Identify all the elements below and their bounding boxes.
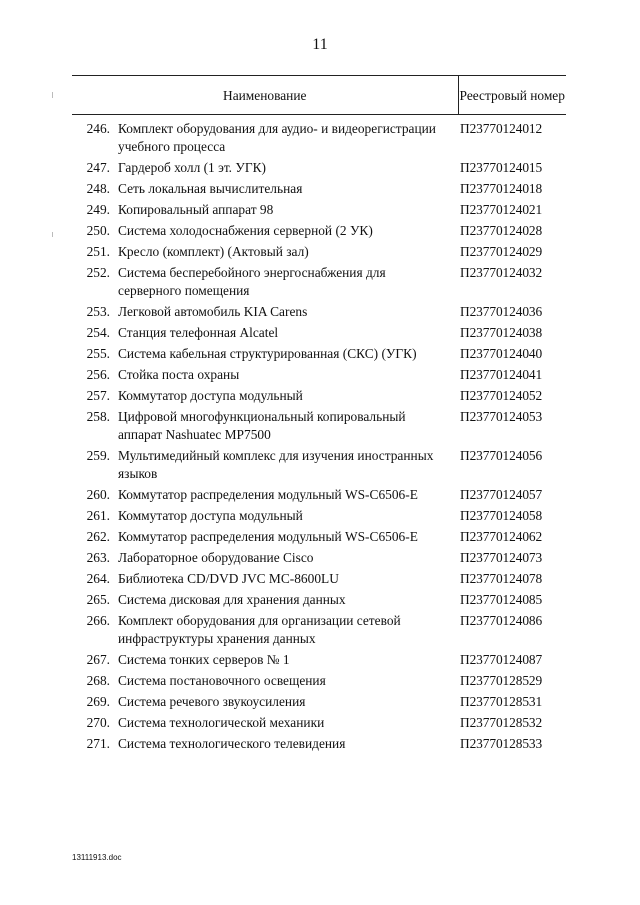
row-registry-number: П23770124040 [460, 346, 543, 361]
row-number: 254. [86, 325, 110, 340]
row-number: 249. [86, 202, 110, 217]
row-number: 268. [86, 673, 110, 688]
row-number: 258. [86, 409, 110, 424]
row-name: Комплект оборудования для аудио- и видеорегистрации учебного процесса [118, 121, 436, 154]
row-registry-number: П23770128529 [460, 673, 543, 688]
table-row [72, 548, 566, 569]
table-row [72, 527, 566, 548]
registry-table [72, 75, 566, 755]
row-registry-number: П23770124015 [460, 160, 543, 175]
row-name: Система холодоснабжения серверной (2 УК) [118, 223, 373, 238]
table-row [72, 344, 566, 365]
row-number: 250. [86, 223, 110, 238]
row-name: Коммутатор доступа модульный [118, 508, 303, 523]
scan-artifact [52, 92, 53, 98]
row-registry-number: П23770124053 [460, 409, 543, 424]
row-registry-number: П23770124052 [460, 388, 543, 403]
table-row [72, 671, 566, 692]
page-number: 11 [312, 36, 328, 53]
row-registry-number: П23770124028 [460, 223, 543, 238]
footer-filename: 13111913.doc [72, 853, 122, 862]
table-row [72, 407, 566, 446]
row-name: Система речевого звукоусиления [118, 694, 306, 709]
row-name: Система тонких серверов № 1 [118, 652, 290, 667]
row-number: 265. [86, 592, 110, 607]
row-name: Система постановочного освещения [118, 673, 326, 688]
table-row [72, 263, 566, 302]
row-registry-number: П23770124056 [460, 448, 543, 463]
row-number: 267. [86, 652, 110, 667]
table-row [72, 386, 566, 407]
row-number: 271. [86, 736, 110, 751]
table-header-row [72, 76, 566, 115]
row-registry-number: П23770124036 [460, 304, 543, 319]
row-name: Коммутатор распределения модульный WS-C6506-E [118, 487, 418, 502]
row-name: Станция телефонная Alcatel [118, 325, 279, 340]
row-name: Кресло (комплект) (Актовый зал) [118, 244, 309, 259]
row-number: 251. [86, 244, 110, 259]
row-name: Цифровой многофункциональный копировальный аппарат Nashuatec MP7500 [118, 409, 406, 442]
row-registry-number: П23770124086 [460, 613, 543, 628]
table-row [72, 590, 566, 611]
table-row [72, 569, 566, 590]
row-number: 259. [86, 448, 110, 463]
row-registry-number: П23770124018 [460, 181, 543, 196]
row-name: Гардероб холл (1 эт. УГК) [118, 160, 266, 175]
table-row [72, 506, 566, 527]
row-name: Библиотека CD/DVD JVC MC-8600LU [118, 571, 339, 586]
table-row [72, 692, 566, 713]
row-number: 261. [86, 508, 110, 523]
table-row [72, 446, 566, 485]
table-row [72, 221, 566, 242]
row-registry-number: П23770124029 [460, 244, 543, 259]
row-registry-number: П23770124038 [460, 325, 543, 340]
table-row [72, 365, 566, 386]
table-row [72, 158, 566, 179]
row-registry-number: П23770124087 [460, 652, 543, 667]
table-row [72, 242, 566, 263]
scan-artifact [52, 232, 53, 237]
row-number: 264. [86, 571, 110, 586]
table-row [72, 485, 566, 506]
row-name: Коммутатор доступа модульный [118, 388, 303, 403]
row-name: Система бесперебойного энергоснабжения для серверного помещения [118, 265, 386, 298]
row-registry-number: П23770124021 [460, 202, 543, 217]
table-row [72, 323, 566, 344]
table-row [72, 302, 566, 323]
table-row [72, 650, 566, 671]
row-registry-number: П23770124057 [460, 487, 543, 502]
row-number: 270. [86, 715, 110, 730]
row-name: Лабораторное оборудование Cisco [118, 550, 314, 565]
row-registry-number: П23770124032 [460, 265, 543, 280]
row-number: 246. [86, 121, 110, 136]
row-name: Комплект оборудования для организации сетевой инфраструктуры хранения данных [118, 613, 401, 646]
row-name: Система кабельная структурированная (СКС) (УГК) [118, 346, 417, 361]
row-name: Коммутатор распределения модульный WS-C6506-E [118, 529, 418, 544]
table-row [72, 179, 566, 200]
row-registry-number: П23770124058 [460, 508, 543, 523]
row-registry-number: П23770128531 [460, 694, 543, 709]
table-row [72, 200, 566, 221]
row-name: Система технологической механики [118, 715, 325, 730]
header-name: Наименование [72, 76, 458, 115]
row-number: 257. [86, 388, 110, 403]
row-name: Стойка поста охраны [118, 367, 240, 382]
row-registry-number: П23770128532 [460, 715, 543, 730]
row-number: 247. [86, 160, 110, 175]
row-name: Мультимедийный комплекс для изучения иностранных языков [118, 448, 434, 481]
row-name: Система дисковая для хранения данных [118, 592, 346, 607]
row-number: 252. [86, 265, 110, 280]
row-registry-number: П23770124073 [460, 550, 543, 565]
row-registry-number: П23770124078 [460, 571, 543, 586]
row-registry-number: П23770124062 [460, 529, 543, 544]
header-registry-number: Реестровый номер [458, 76, 566, 115]
row-number: 255. [86, 346, 110, 361]
row-name: Система технологического телевидения [118, 736, 346, 751]
row-number: 256. [86, 367, 110, 382]
table-row [72, 713, 566, 734]
row-name: Копировальный аппарат 98 [118, 202, 274, 217]
row-registry-number: П23770124041 [460, 367, 543, 382]
row-number: 260. [86, 487, 110, 502]
row-registry-number: П23770128533 [460, 736, 543, 751]
row-number: 253. [86, 304, 110, 319]
row-number: 262. [86, 529, 110, 544]
row-number: 263. [86, 550, 110, 565]
row-name: Сеть локальная вычислительная [118, 181, 303, 196]
row-registry-number: П23770124012 [460, 121, 543, 136]
row-number: 248. [86, 181, 110, 196]
row-number: 266. [86, 613, 110, 628]
row-name: Легковой автомобиль KIA Carens [118, 304, 308, 319]
row-registry-number: П23770124085 [460, 592, 543, 607]
table-row [72, 115, 566, 158]
table-row [72, 611, 566, 650]
row-number: 269. [86, 694, 110, 709]
table-row [72, 734, 566, 755]
